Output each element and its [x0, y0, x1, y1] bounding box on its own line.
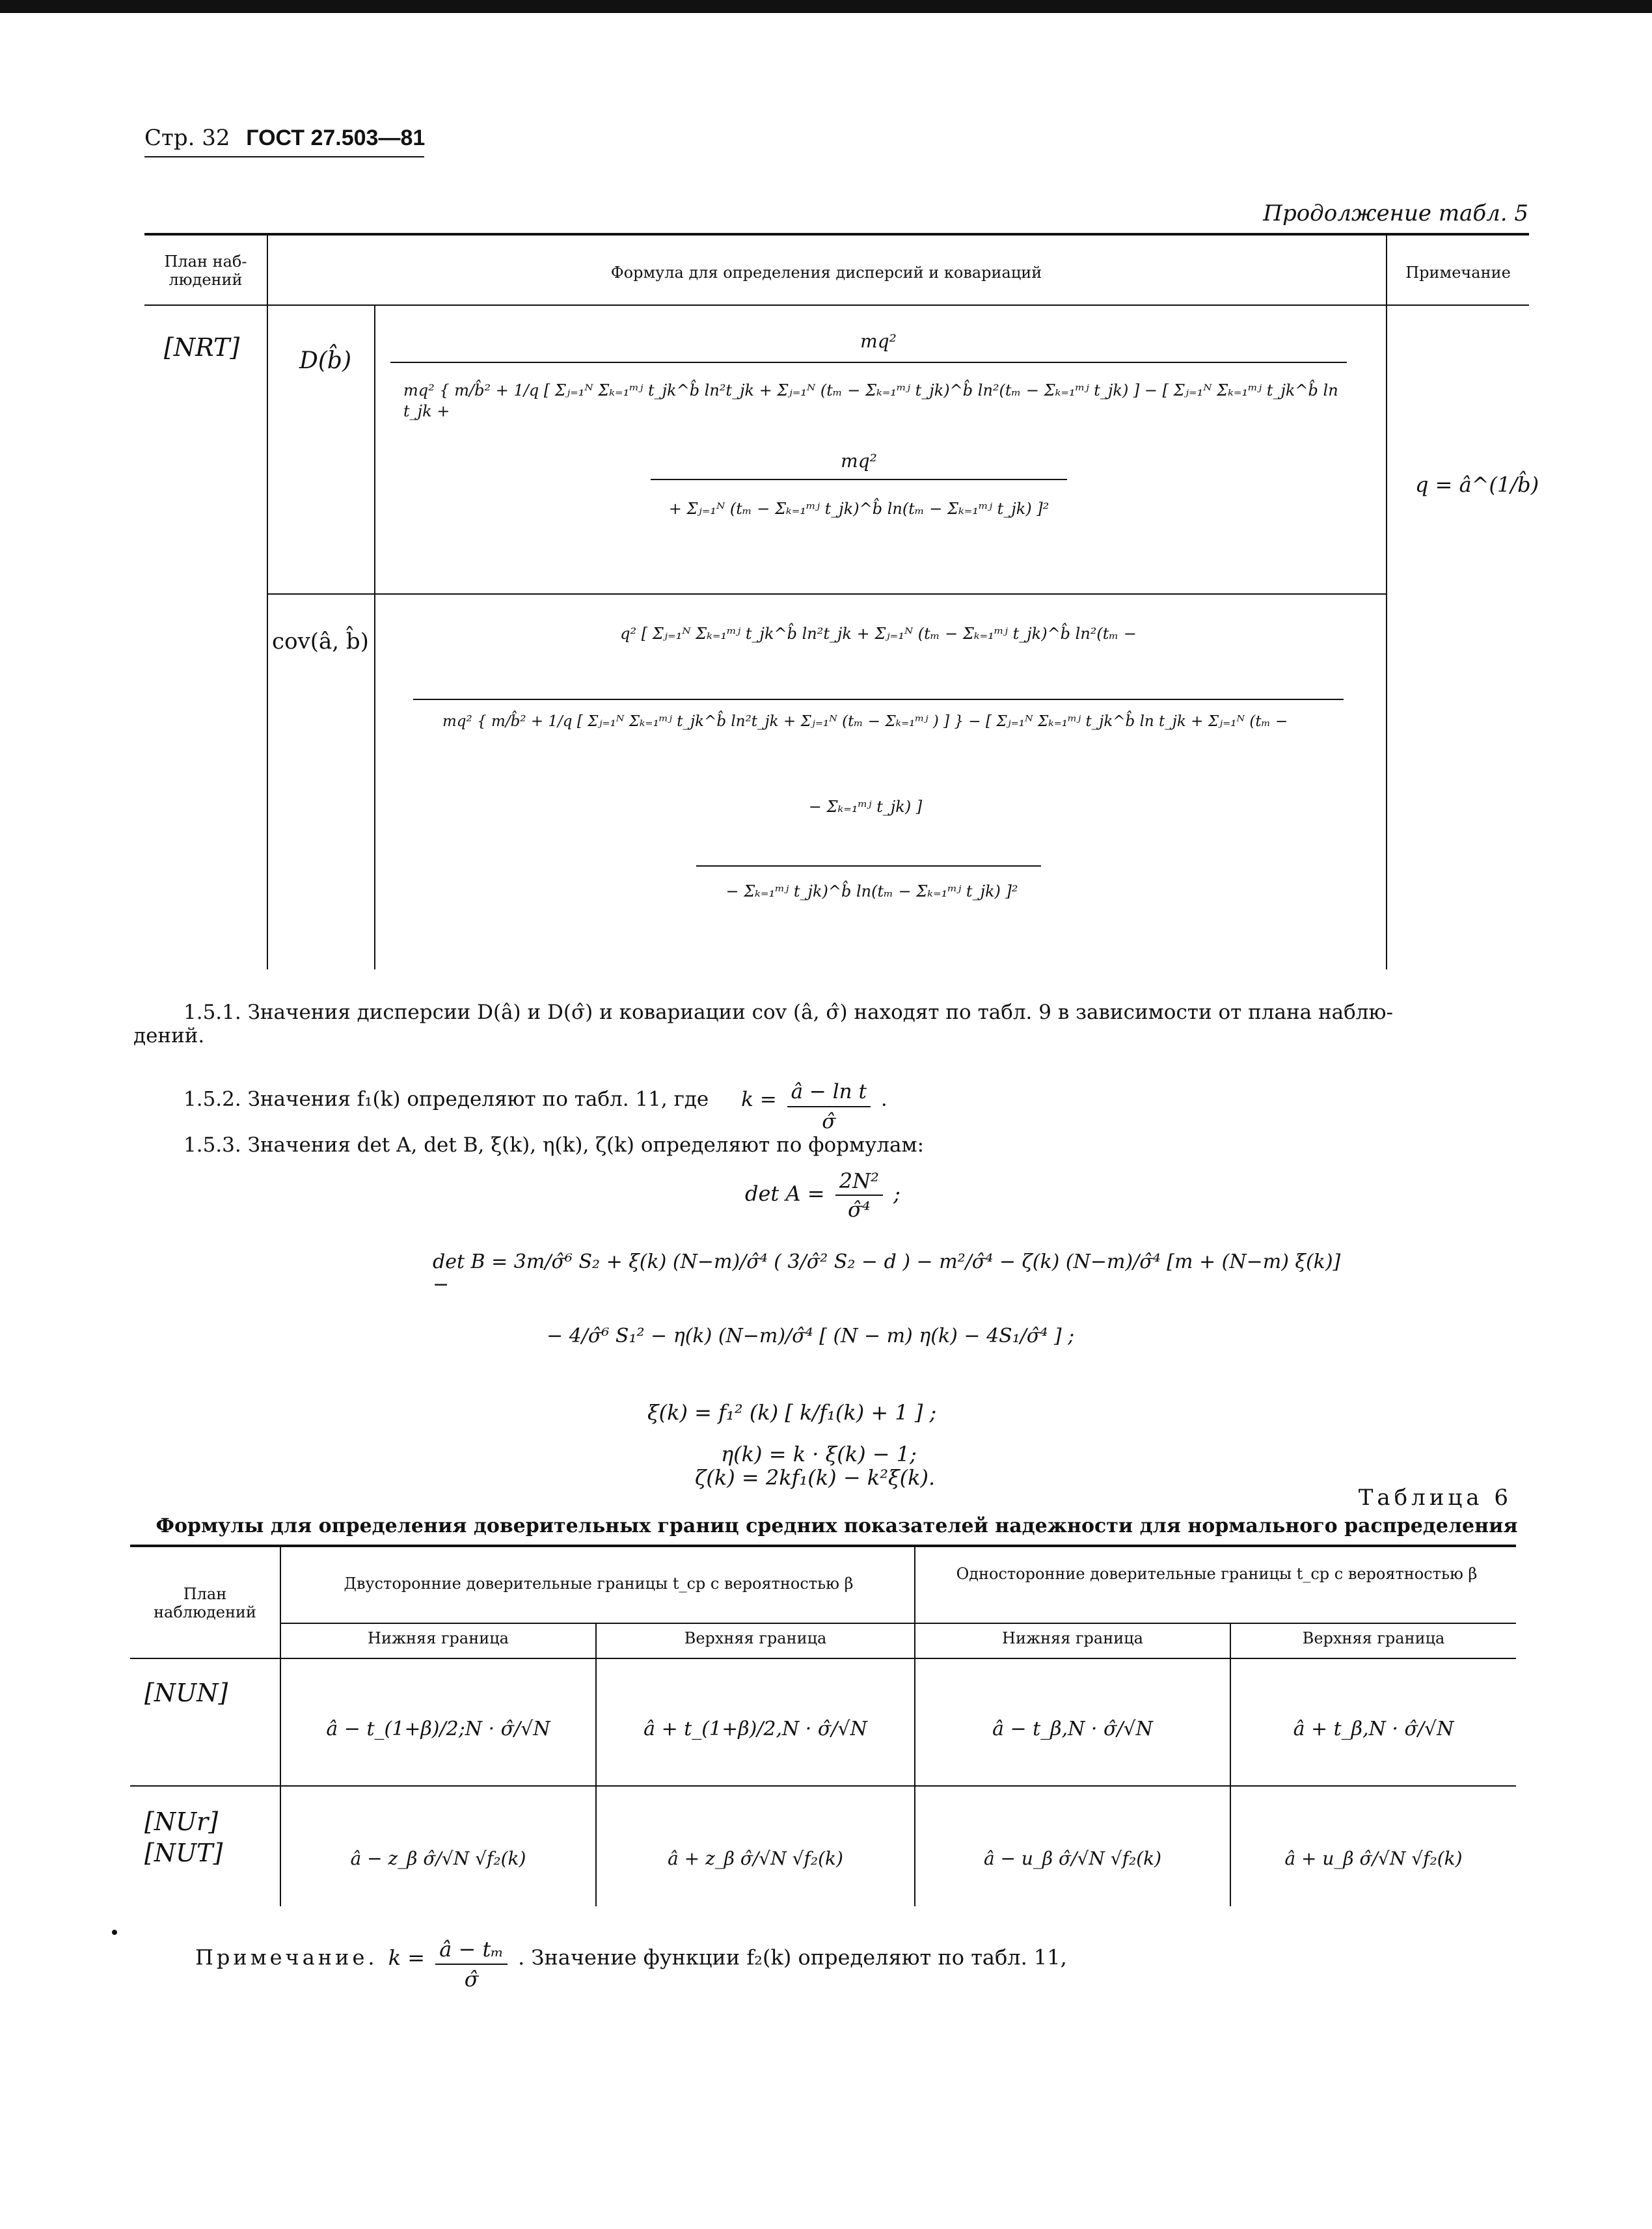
table6-two-lower-header: Нижняя граница	[368, 1629, 509, 1647]
det-a-lhs: det A =	[745, 1181, 825, 1206]
table6-two-upper-header: Верхняя граница	[684, 1629, 827, 1647]
note-text: . Значение функции f₂(k) определяют по табл. 11,	[518, 1945, 1067, 1970]
table6-label: Таблица 6	[1358, 1485, 1512, 1511]
table5-col-divider-1	[267, 236, 268, 969]
det-a-numerator: 2N²	[835, 1169, 883, 1196]
row1-denominator: mq² { m/b̂² + 1/q [ Σⱼ₌₁ᴺ Σₖ₌₁ᵐʲ t_jk^b̂ ln²t_jk + Σⱼ₌₁ᴺ (tₘ − Σₖ₌₁ᵐʲ t_jk)^b̂ ln²(tₘ − Σₖ₌₁ᵐʲ t_jk) ] − [ Σⱼ₌₁ᴺ Σₖ₌₁ᵐʲ t_jk^b̂ ln t_jk +	[403, 381, 1338, 420]
paragraph-1-5-1-cont: дений.	[133, 1024, 205, 1047]
table6-row1-cell1: â − t_(1+β)/2;N · σ̂/√N	[326, 1718, 550, 1740]
note-label: Примечание.	[195, 1945, 378, 1970]
k-definition-fraction	[787, 1079, 871, 1135]
det-a-fraction	[835, 1169, 883, 1222]
table6-row1-cell2: â + t_(1+β)/2,N · σ̂/√N	[643, 1718, 867, 1740]
table6-row-divider	[130, 1785, 1516, 1787]
table6-subheader-rule	[280, 1623, 1516, 1624]
table6-one-sided-header: Односторонние доверительные границы t_ср с вероятностью β	[956, 1565, 1478, 1583]
det-a-denominator: σ̂⁴	[847, 1197, 871, 1222]
table6-row2-plan: [NUr] [NUT]	[144, 1807, 223, 1867]
table6-two-sided-header: Двусторонние доверительные границы t_ср с вероятностью β	[344, 1574, 854, 1593]
table6-row2-cell2: â + z_β σ̂/√N √f₂(k)	[668, 1848, 843, 1869]
table6-row2-cell3: â − u_β σ̂/√N √f₂(k)	[983, 1848, 1162, 1869]
row1-numerator: mq²	[860, 331, 897, 352]
table-continuation-label: Продолжение табл. 5	[1263, 200, 1528, 226]
row1-cont-denominator: + Σⱼ₌₁ᴺ (tₘ − Σₖ₌₁ᵐʲ t_jk)^b̂ ln(tₘ − Σₖ₌₁ᵐʲ t_jk) ]²	[668, 500, 1049, 518]
table6-col-plan-header: План наблюдений	[154, 1585, 256, 1621]
table5-row1-label: D(b̂)	[299, 347, 351, 374]
page-header	[144, 125, 425, 151]
formula-eta: η(k) = k · ξ(k) − 1;	[721, 1442, 917, 1466]
row2-cont-fraction-bar	[696, 865, 1041, 867]
page-number: Стр. 32	[144, 125, 230, 151]
formula-xi: ξ(k) = f₁² (k) [ k/f₁(k) + 1 ] ;	[647, 1400, 937, 1425]
note-k-fraction	[435, 1936, 508, 1992]
table6-row1-plan: [NUN]	[144, 1679, 228, 1707]
row1-note: q = â^(1/b̂)	[1415, 472, 1539, 497]
table6-top-rule	[130, 1545, 1516, 1547]
paragraph-1-5-2: 1.5.2. Значения f₁(k) определяют по табл. 11, где k = $\frac{\text{â − ln t}}{\sigmâ}$ .	[183, 1080, 887, 1133]
table5-col-note-header: Примечание	[1405, 263, 1511, 282]
table5-row2-label: cov(â, b̂)	[272, 628, 369, 655]
formula-det-b-line1: det B = 3m/σ̂⁶ S₂ + ξ(k) (N−m)/σ̂⁴ ( 3/σ̂² S₂ − d ) − m²/σ̂⁴ − ζ(k) (N−m)/σ̂⁴ [m + (N−m) ξ(k)] −	[433, 1250, 1341, 1296]
margin-dot	[112, 1930, 117, 1935]
table6-row2-cell4: â + u_β σ̂/√N √f₂(k)	[1284, 1848, 1463, 1869]
paragraph-1-5-2-text: 1.5.2. Значения f₁(k) определяют по табл. 11, где	[183, 1087, 709, 1111]
row2-fraction-bar	[413, 699, 1344, 700]
formula-det-a: det A = $\frac{\text{2N²}}{\text{σ̂⁴}}$ ;	[745, 1169, 900, 1222]
table6-row1-cell4: â + t_β,N · σ̂/√N	[1293, 1718, 1454, 1740]
row2-denominator: mq² { m/b̂² + 1/q [ Σⱼ₌₁ᴺ Σₖ₌₁ᵐʲ t_jk^b̂ ln²t_jk + Σⱼ₌₁ᴺ (tₘ − Σₖ₌₁ᵐʲ ) ] } − [ Σⱼ₌₁ᴺ Σₖ₌₁ᵐʲ t_jk^b̂ ln t_jk + Σⱼ₌₁ᴺ (tₘ −	[442, 713, 1288, 730]
table6-title: Формулы для определения доверительных границ средних показателей надежности для нормального распределения	[156, 1515, 1518, 1537]
row1-cont-fraction-bar	[651, 479, 1067, 480]
note-k-numerator: â − tₘ	[435, 1936, 508, 1965]
table6-row1-cell3: â − t_β,N · σ̂/√N	[992, 1718, 1153, 1740]
table5-plan-nrt: [NRT]	[164, 333, 240, 362]
table5-col-plan-header: План наб- людений	[164, 252, 247, 289]
table5-row-divider	[267, 593, 1386, 595]
table6-header-rule	[130, 1658, 1516, 1659]
k-definition-numerator: â − ln t	[787, 1079, 871, 1107]
row2-cont1: − Σₖ₌₁ᵐʲ t_jk) ]	[808, 798, 923, 816]
formula-det-b-line2: − 4/σ̂⁶ S₁² − η(k) (N−m)/σ̂⁴ [ (N − m) η(k) − 4S₁/σ̂⁴ ] ;	[547, 1325, 1075, 1347]
k-definition-denominator: σ̂	[822, 1110, 836, 1133]
note-k-lhs: k =	[388, 1945, 426, 1970]
standard-id: ГОСТ 27.503—81	[246, 126, 426, 150]
table5-header-rule	[144, 304, 1529, 306]
k-definition-lhs: k =	[741, 1087, 777, 1111]
paragraph-1-5-3: 1.5.3. Значения det A, det B, ξ(k), η(k), ζ(k) определяют по формулам:	[183, 1133, 925, 1157]
table5-col-formula-header: Формула для определения дисперсий и ковариаций	[610, 263, 1042, 282]
row2-numerator: q² [ Σⱼ₌₁ᴺ Σₖ₌₁ᵐʲ t_jk^b̂ ln²t_jk + Σⱼ₌₁ᴺ (tₘ − Σₖ₌₁ᵐʲ t_jk)^b̂ ln²(tₘ −	[620, 625, 1137, 643]
formula-zeta: ζ(k) = 2kf₁(k) − k²ξ(k).	[695, 1465, 936, 1490]
row2-cont2: − Σₖ₌₁ᵐʲ t_jk)^b̂ ln(tₘ − Σₖ₌₁ᵐʲ t_jk) ]²	[725, 882, 1018, 900]
scan-top-border	[0, 0, 1652, 13]
row1-fraction-bar	[390, 362, 1347, 363]
table5-top-rule	[144, 233, 1529, 236]
table5-col-divider-2	[374, 306, 375, 969]
table5-col-divider-3	[1386, 236, 1387, 969]
row1-cont-numerator: mq²	[841, 450, 877, 472]
table6-one-upper-header: Верхняя граница	[1302, 1629, 1445, 1647]
paragraph-1-5-1: 1.5.1. Значения дисперсии D(â) и D(σ̂) и ковариации cov (â, σ̂) находят по табл. 9 в зависимости от плана наблю-	[183, 1001, 1393, 1024]
table6-note	[195, 1931, 1067, 1992]
table6-one-lower-header: Нижняя граница	[1002, 1629, 1143, 1647]
note-k-denominator: σ̂	[464, 1967, 479, 1992]
table6-row2-cell1: â − z_β σ̂/√N √f₂(k)	[350, 1848, 526, 1869]
header-underline	[144, 156, 424, 157]
